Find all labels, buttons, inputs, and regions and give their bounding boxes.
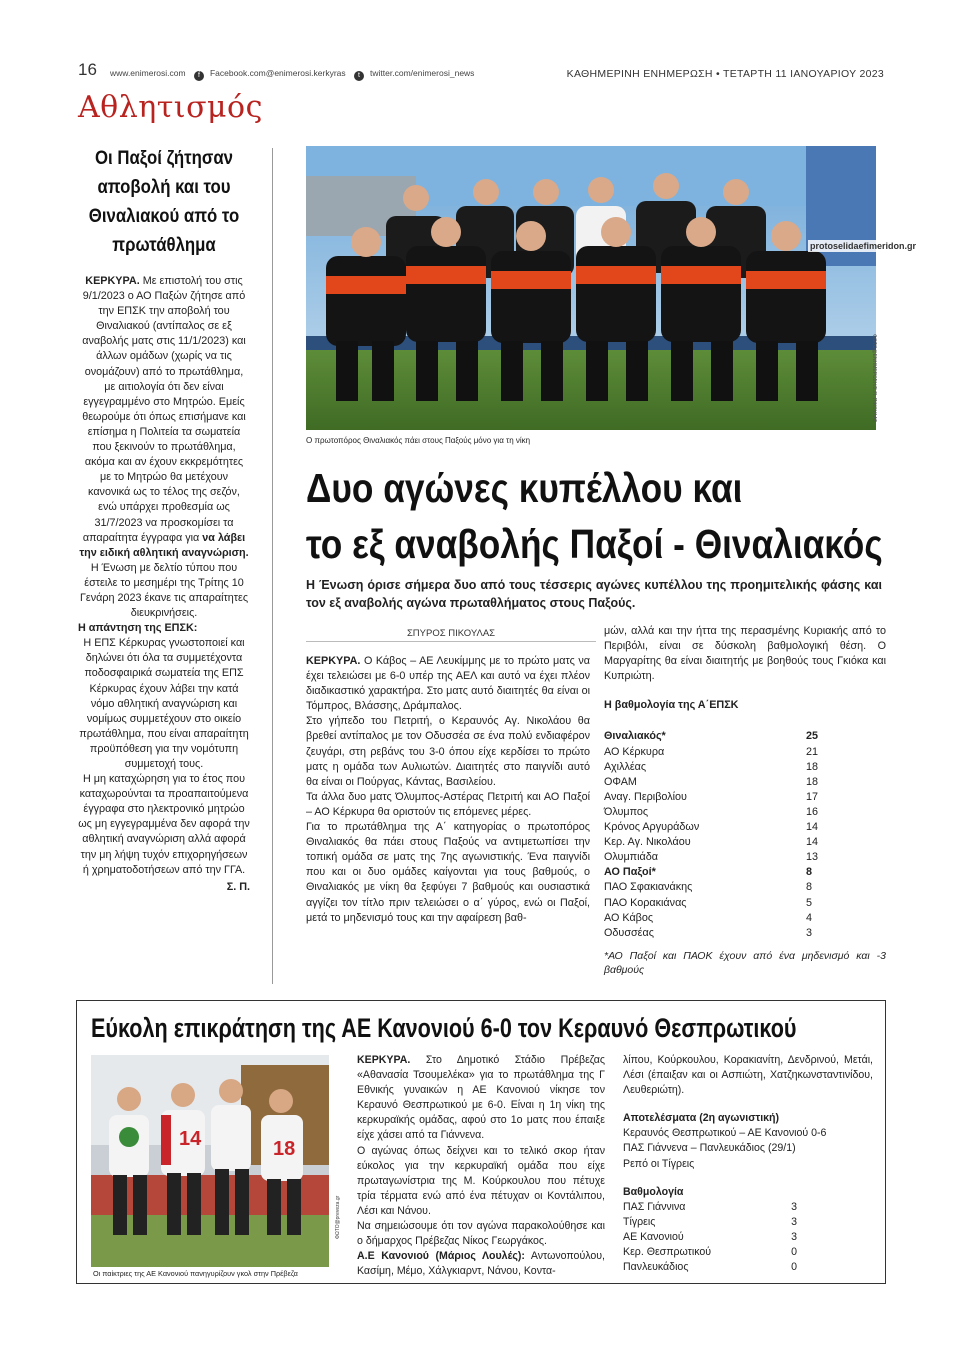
side-p3: Η ΕΠΣ Κέρκυρας γνωστοποιεί και δηλώνει ότι όλα τα συμμετέχοντα ποδοσφαιρικά σωματεία της ΕΠΣ Κέρκυρας έχουν λάβει την κατά νόμο αθλητική αναγνώριση και νομίμως συμμετέχουν στο οικείο πρωτάθλημα, που είναι απαραίτητη προϋπόθεση για την νομότυπη συμμετοχή τους. [79, 637, 249, 770]
standings-points: 14 [806, 836, 819, 849]
publication-date: ΚΑΘΗΜΕΡΙΝΗ ΕΝΗΜΕΡΩΣΗ • ΤΕΤΑΡΤΗ 11 ΙΑΝΟΥΑΡΙΟΥ 2023 [566, 68, 884, 80]
standings-row [604, 850, 826, 865]
standings-row [604, 835, 826, 850]
standings-points: 17 [806, 790, 819, 803]
standings-points: 18 [806, 775, 819, 788]
standings-row [604, 896, 826, 911]
box-standings-points: 3 [791, 1215, 797, 1228]
standings-team: ΠΑΟ Σφακιανάκης [604, 881, 693, 894]
standings-row [604, 865, 826, 880]
standings-points: 21 [806, 745, 819, 758]
standings-note: *ΑΟ Παξοί και ΠΑΟΚ έχουν από ένα μηδενισμό και -3 βαθμούς [604, 949, 886, 976]
side-p1-bold: να λάβει την ειδική αθλητική αναγνώριση. [79, 531, 249, 559]
box-standings-row [623, 1215, 797, 1230]
photo-caption: Ο πρωτοπόρος Θιναλιακός πάει στους Παξούς μόνο για τη νίκη [306, 436, 531, 445]
standings-points: 25 [806, 730, 819, 743]
standings-points: 14 [806, 821, 819, 834]
box-results-list [623, 1126, 873, 1171]
box-standings-team: Πανλευκάδιος [623, 1261, 689, 1274]
standings-team: ΟΦΑΜ [604, 775, 637, 788]
headline-line-2: το εξ αναβολής Παξοί - Θιναλιακός [306, 521, 883, 567]
box-lineup-part1: Αντωνοπούλου, Κασίμη, Μέμο, Χάλγκιαρντ, Νάνου, Κοντα- [357, 1250, 605, 1278]
page-header [78, 62, 884, 84]
box-p1: Στο Δημοτικό Στάδιο Πρέβεζας «Αθανασία Τσουμελέκα» για το πρωτάθλημα της Γ Εθνικής γυναικών η ΑΕ Κανονιού νίκησε τον Κεραυνό Θεσπρωτικού με 6-0. Είναι η 1η νίκη της κερκυραϊκής ομάδας, αφού στο 1ο ματς που έπαιξε είχε χάσει από τα Γιάννενα. [357, 1054, 606, 1142]
headline-line-1: Δυο αγώνες κυπέλλου και [306, 465, 743, 511]
team-photo [306, 146, 876, 430]
box-standings-points: 3 [791, 1200, 797, 1213]
side-subhead: Η απάντηση της ΕΠΣΚ: [78, 622, 198, 635]
standings-team: Οδυσσέας [604, 926, 654, 939]
standings-row [604, 805, 826, 820]
side-p1: Με επιστολή του στις 9/1/2023 ο ΑΟ Παξών ζήτησε από την ΕΠΣΚ την αποβολή του Θιναλιακού (αντίπαλος σε εξ αναβολής ματς στις 11/1/2023) και άλλων ομάδων (χωρίς να τις ονομάζουν) από το πρωτάθλημα, με αιτιολογία ότι δεν είναι εγγεγραμμένο στο Μητρώο. Εμείς θεωρούμε ότι όπως επισήμανε και επίσημα η Πολιτεία τα σωματεία που ξεκινούν το πρωτάθλημα, ακόμα και αν έχουν εκκρεμότητες με το Μητρώο θα μετέχουν κανονικά ως το τέλος της σεζόν, ενώ υπάρχει προθεσμία ως 31/7/2023 να προσκομίσει τα απαραίτητα έγγραφα για [82, 275, 246, 544]
box-standings-row [623, 1260, 797, 1275]
main-p4-part1: Για το πρωτάθλημα της Α΄ κατηγορίας ο πρωτοπόρος Θιναλιακός θα πάει στους Παξούς να αντιμετωπίσει την τοπική ομάδα σε ματς της 7ης αγωνιστικής. Ένα παιγνίδι που και οι δυο ομάδες καίγονται για τους βαθμούς, ο Θιναλιακός με νίκη θα ξεφύγει 7 βαθμούς και ουσιαστικά αγγίζει τον τίτλο πριν τελειώσει ο α΄ γύρος, ενώ οι Παξοί, μετά το μηδενισμό τους και την αφαίρεση βαθ- [306, 821, 590, 924]
box-standings-team: Κερ. Θεσπρωτικού [623, 1246, 712, 1259]
standings-row [604, 760, 826, 775]
standings-row [604, 820, 826, 835]
section-title: Αθλητισμός [78, 90, 263, 125]
header-links [110, 68, 480, 81]
box-article-column-1 [357, 1053, 605, 1279]
facebook-link[interactable]: Facebook.com@enimerosi.kerkyras [209, 68, 346, 78]
standings-points: 4 [806, 911, 813, 924]
main-dateline: ΚΕΡΚΥΡΑ. [306, 655, 361, 667]
standings-points: 8 [806, 881, 813, 894]
side-p4: Η μη καταχώρηση για το έτος που καταχωρούνται τα προαπαιτούμενα έγγραφα στο ηλεκτρονικό μητρώο ως μη εγγεγραμμένα δεν αφορά την αθλητική αναγνώριση αλλά αφορά την μη λήψη τυχόν επιχορηγήσεων ή χρηματοδοτήσεων από την ΓΓΑ. [78, 773, 250, 876]
main-article-column-2 [604, 624, 886, 977]
box-photo-credit: ΦΩΤΟ@preveza.gr [335, 1195, 341, 1239]
standings-row [604, 880, 826, 895]
box-dateline: ΚΕΡΚΥΡΑ. [357, 1054, 411, 1066]
side-article-body [78, 274, 250, 895]
side-dateline: ΚΕΡΚΥΡΑ. [85, 275, 140, 287]
side-p2: Η Ένωση με δελτίο τύπου που έστειλε το μεσημέρι της Τρίτης 10 Γενάρη 2023 έκανε τις απαραίτητες διευκρινήσεις. [79, 561, 249, 620]
standings-points: 18 [806, 760, 819, 773]
main-p1: Ο Κάβος – ΑΕ Λευκίμμης με το πρώτο ματς να έχει τελειώσει με 6-0 υπέρ της ΑΕΛ και αυτό να έχει πλέον διαδικαστικό χαρακτήρα. Στο ματς αυτό διαιτητές θα είναι οι Τόμπρος, Βλάσσης, Δράμπαλος. [306, 655, 590, 713]
main-p4-part2: μών, αλλά και την ήττα της περασμένης Κυριακής από το Περιβόλι, είναι σε δύσκολη βαθμολογική θέση. Ο Μαργαρίτης θα είναι διαιτητής με βοηθούς τους Γκιόκα και Κυπριώτη. [604, 625, 886, 683]
side-signature: Σ. Π. [226, 880, 250, 893]
box-lineup-label: Α.Ε Κανονιού (Μάριος Λουλές): [357, 1250, 525, 1263]
standings-team: Αναγ. Περιβολίου [604, 790, 687, 803]
standings-row [604, 926, 826, 941]
standings-team: ΠΑΟ Κορακιάνας [604, 896, 687, 909]
standings-team: ΑΟ Παξοί* [604, 866, 656, 879]
standings-team: ΑΟ Κέρκυρα [604, 745, 665, 758]
main-p2: Στο γήπεδο του Πετριτή, ο Κεραυνός Αγ. Νικολάου θα βρεθεί αντίπαλος με τον Οδυσσέα σε ένα πολύ ενδιαφέρον ζευγάρι, στη ρεβάνς του 3-0 όπου είχε κερδίσει το πρώτο ματς η ομάδα των Αυλιωτών. Διαιτητές στο παιγνίδι αυτό θα είναι οι Πούργας, Κάντας, Βασιλείου. [306, 715, 590, 788]
main-p3: Τα άλλα δυο ματς Όλυμπος-Αστέρας Πετριτή και ΑΟ Παξοί – ΑΟ Κέρκυρα θα οριστούν τις επόμενες μέρες. [306, 790, 590, 818]
box-standings-title: Βαθμολογία [623, 1185, 684, 1198]
box-article-column-2 [623, 1053, 873, 1275]
twitter-link[interactable]: twitter.com/enimerosi_news [370, 68, 475, 78]
standings-row [604, 911, 826, 926]
standings-team: Ολυμπιάδα [604, 851, 659, 864]
box-lineup-part2: λίπου, Κούρκουλου, Κορακιανίτη, Δενδρινού, Μετάι, Λέσι (έπαιξαν και οι Ασπιώτη, Χατζηκωνσταντινίδου, Λευθεριώτη). [623, 1054, 873, 1097]
standings-points: 5 [806, 896, 813, 909]
standings-row [604, 729, 826, 744]
standings-team: Θιναλιακός* [604, 730, 666, 743]
standings-team: Αχιλλέας [604, 760, 647, 773]
standings-row [604, 745, 826, 760]
box-standings-table [623, 1200, 873, 1275]
box-photo-caption: Οι παίκτριες της ΑΕ Κανονιού πανηγυρίζουν γκολ στην Πρέβεζα [93, 1269, 298, 1278]
facebook-icon: f [194, 71, 204, 81]
side-article [78, 144, 250, 895]
box-standings-points: 0 [791, 1261, 797, 1274]
website-link[interactable]: www.enimerosi.com [110, 68, 186, 78]
standings-points: 8 [806, 866, 813, 879]
womens-team-photo-illustration [91, 1055, 329, 1267]
byline: ΣΠΥΡΟΣ ΠΙΚΟΥΛΑΣ [306, 628, 596, 642]
column-divider [272, 148, 273, 984]
twitter-icon: t [354, 71, 364, 81]
box-p2: Ο αγώνας όπως δείχνει και το τελικό σκορ ήταν εύκολος για την κερκυραϊκή ομάδα που είχε πρωταγωνίστρια της Μ. Κούρκουλου που πέτυχε τρία τέρματα ενώ από ένα πέτυχαν οι Κοντάλιπου, Λέσι και Νάνου. [357, 1144, 605, 1217]
result-line: ΠΑΣ Γιάννενα – Πανλευκάδιος (29/1) [623, 1142, 796, 1155]
page-number: 16 [78, 60, 97, 79]
standings-row [604, 775, 826, 790]
standings-points: 13 [806, 851, 819, 864]
result-line: Ρεπό οι Τίγρεις [623, 1157, 695, 1170]
box-standings-team: Τίγρεις [623, 1215, 656, 1228]
side-article-title: Οι Παξοί ζήτησαν αποβολή και του Θιναλιακού από το πρωτάθλημα [88, 147, 240, 256]
box-standings-team: ΠΑΣ Γιάννινα [623, 1200, 686, 1213]
standings-team: ΑΟ Κάβος [604, 911, 654, 924]
box-standings-team: ΑΕ Κανονιού [623, 1230, 684, 1243]
result-line: Κεραυνός Θεσπρωτικού – ΑΕ Κανονιού 0-6 [623, 1127, 827, 1140]
standings-team: Κερ. Αγ. Νικολάου [604, 836, 691, 849]
main-article-column-1 [306, 654, 590, 926]
box-standings-points: 0 [791, 1246, 797, 1259]
standings-row [604, 790, 826, 805]
box-title: Εύκολη επικράτηση της ΑΕ Κανονιού 6-0 τον Κεραυνό Θεσπρωτικού [91, 1013, 797, 1043]
standings-points: 16 [806, 805, 819, 818]
svg-text:18: 18 [273, 1138, 296, 1160]
boxed-article [76, 1000, 886, 1284]
standings-table [604, 729, 886, 940]
photo-credit: ΦΩΤΟ@ΕΝΗΜΕΡΩΣΗ/Σ.Π. ΠΙΚΟΥΛΑΣ [871, 334, 877, 423]
box-standings-points: 3 [791, 1230, 797, 1243]
main-lede: Η Ένωση όρισε σήμερα δυο από τους τέσσερις αγώνες κυπέλλου της προημιτελικής φάσης και τον εξ αναβολής αγώνα πρωταθλήματος στους Παξούς. [306, 578, 882, 610]
svg-text:14: 14 [179, 1128, 202, 1150]
main-headline [306, 460, 891, 572]
standings-team: Κρόνος Αργυράδων [604, 821, 700, 834]
box-p3: Να σημειώσουμε ότι τον αγώνα παρακολούθησε και ο δήμαρχος Πρέβεζας Νίκος Γεωργάκος. [357, 1220, 605, 1248]
standings-title: Η βαθμολογία της Α΄ΕΠΣΚ [604, 699, 739, 712]
box-standings-row [623, 1230, 797, 1245]
womens-team-photo [91, 1055, 329, 1267]
standings-team: Όλυμπος [604, 805, 649, 818]
box-results-title: Αποτελέσματα (2η αγωνιστική) [623, 1112, 780, 1125]
watermark: protoselidaefimeridon.gr [810, 241, 917, 251]
team-photo-illustration [306, 146, 876, 430]
standings-points: 3 [806, 926, 813, 939]
box-standings-row [623, 1200, 797, 1215]
box-standings-row [623, 1245, 797, 1260]
